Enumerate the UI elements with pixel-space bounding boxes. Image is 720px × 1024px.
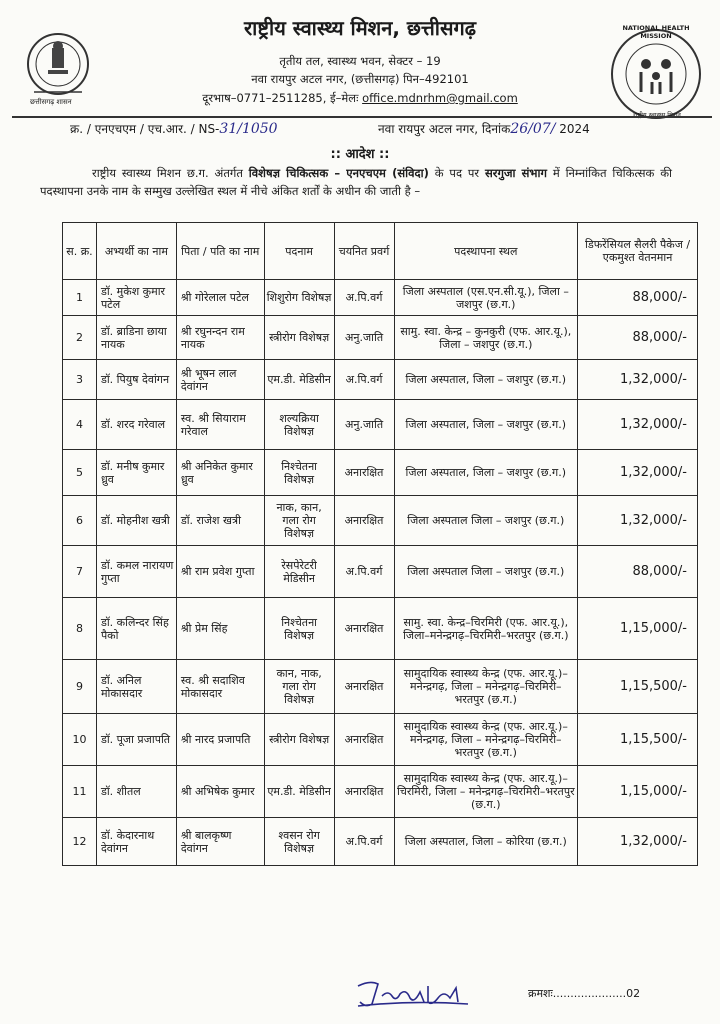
date-year: 2024	[559, 122, 590, 136]
signature	[352, 976, 472, 1010]
cell-salary: 88,000/-	[578, 316, 698, 360]
header-category: चयनित प्रवर्ग	[334, 223, 394, 280]
nhm-logo-text: NATIONAL HEALTH MISSION	[622, 24, 690, 40]
email-link[interactable]: office.mdnrhm@gmail.com	[362, 91, 518, 105]
table-row	[63, 280, 698, 316]
cell-candidate: डॉ. अनिल मोकासदार	[96, 660, 176, 714]
para-part3: में निम्नांकित चिकित्सक की पदस्थापना उनके नाम के सम्मुख उल्लेखित स्थल में नीचे अंकित शर्तों के अधीन की जाती है –	[40, 166, 673, 198]
cell-candidate: डॉ. मोहनीश खत्री	[96, 496, 176, 546]
cell-place: सामु. स्वा. केन्द्र–चिरमिरी (एफ. आर.यू.), जिला–मनेन्द्रगढ़–चिरमिरी–भरतपुर (छ.ग.)	[394, 598, 578, 660]
cell-sno: 9	[63, 660, 97, 714]
reference-handwritten: 31/1050	[219, 121, 278, 137]
cell-sno: 4	[63, 400, 97, 450]
cell-salary: 1,32,000/-	[578, 400, 698, 450]
cell-sno: 8	[63, 598, 97, 660]
nhm-logo-subtext: राष्ट्रीय स्वास्थ्य मिशन	[633, 111, 681, 119]
cell-place: जिला अस्पताल जिला – जशपुर (छ.ग.)	[394, 496, 578, 546]
cell-place: सामुदायिक स्वास्थ्य केन्द्र (एफ. आर.यू.)– मनेन्द्रगढ़, जिला – मनेन्द्रगढ़–चिरमिरी–भरतपुर (छ.ग.)	[394, 714, 578, 766]
cell-father: स्व. श्री सियाराम गरेवाल	[176, 400, 264, 450]
table-header-row	[63, 223, 698, 280]
table-row	[63, 546, 698, 598]
cell-candidate: डॉ. पूजा प्रजापति	[96, 714, 176, 766]
cell-category: अ.पि.वर्ग	[334, 546, 394, 598]
cell-category: अ.पि.वर्ग	[334, 360, 394, 400]
table-row	[63, 496, 698, 546]
address-line-2: नवा रायपुर अटल नगर, (छत्तीसगढ़) पिन–492101	[251, 72, 469, 86]
continuation-marker: क्रमशः.....................02	[528, 987, 641, 1000]
para-part2: के पद पर	[434, 166, 480, 180]
cell-post: निश्चेतना विशेषज्ञ	[264, 598, 334, 660]
nhm-logo	[608, 26, 704, 122]
cell-salary: 1,15,500/-	[578, 714, 698, 766]
date-prefix: नवा रायपुर अटल नगर, दिनांक	[378, 122, 511, 136]
cell-post: श्वसन रोग विशेषज्ञ	[264, 818, 334, 866]
cell-sno: 6	[63, 496, 97, 546]
table-row	[63, 450, 698, 496]
cell-candidate: डॉ. ब्राडिना छाया नायक	[96, 316, 176, 360]
cell-category: अ.पि.वर्ग	[334, 818, 394, 866]
cell-category: अनारक्षित	[334, 714, 394, 766]
reference-date	[378, 120, 590, 137]
cell-sno: 5	[63, 450, 97, 496]
table-row	[63, 360, 698, 400]
cell-father: श्री अनिकेत कुमार ध्रुव	[176, 450, 264, 496]
cell-post: एम.डी. मेडिसीन	[264, 766, 334, 818]
cell-father: श्री बालकृष्ण देवांगन	[176, 818, 264, 866]
posting-table	[62, 222, 698, 866]
cell-sno: 7	[63, 546, 97, 598]
cell-sno: 1	[63, 280, 97, 316]
cell-post: कान, नाक, गला रोग विशेषज्ञ	[264, 660, 334, 714]
cell-salary: 88,000/-	[578, 280, 698, 316]
cell-post: एम.डी. मेडिसीन	[264, 360, 334, 400]
cell-salary: 1,15,000/-	[578, 766, 698, 818]
reference-number	[70, 120, 278, 137]
cell-father: श्री प्रेम सिंह	[176, 598, 264, 660]
cell-salary: 88,000/-	[578, 546, 698, 598]
header-salary: डिफरेंसियल सैलरी पैकेज / एकमुश्त वेतनमान	[578, 223, 698, 280]
cell-post: स्त्रीरोग विशेषज्ञ	[264, 316, 334, 360]
cell-father: श्री भूषन लाल देवांगन	[176, 360, 264, 400]
table-row	[63, 598, 698, 660]
cell-sno: 10	[63, 714, 97, 766]
cell-place: जिला अस्पताल, जिला – जशपुर (छ.ग.)	[394, 360, 578, 400]
cell-candidate: डॉ. कलिन्दर सिंह पैको	[96, 598, 176, 660]
cell-category: अनारक्षित	[334, 766, 394, 818]
table-row	[63, 818, 698, 866]
left-emblem-label: छत्तीसगढ़ शासन	[30, 98, 72, 106]
cell-candidate: डॉ. केदारनाथ देवांगन	[96, 818, 176, 866]
cell-category: अनारक्षित	[334, 450, 394, 496]
cell-place: सामुदायिक स्वास्थ्य केन्द्र (एफ. आर.यू.)– मनेन्द्रगढ़, जिला – मनेन्द्रगढ़–चिरमिरी–भरतपुर (छ.ग.)	[394, 660, 578, 714]
cell-salary: 1,15,500/-	[578, 660, 698, 714]
cell-sno: 12	[63, 818, 97, 866]
cell-place: जिला अस्पताल, जिला – जशपुर (छ.ग.)	[394, 400, 578, 450]
cell-sno: 2	[63, 316, 97, 360]
date-handwritten: 26/07/	[510, 121, 556, 137]
cell-post: शिशुरोग विशेषज्ञ	[264, 280, 334, 316]
table-row	[63, 714, 698, 766]
cell-place: जिला अस्पताल, जिला – कोरिया (छ.ग.)	[394, 818, 578, 866]
cell-salary: 1,32,000/-	[578, 360, 698, 400]
cell-salary: 1,32,000/-	[578, 450, 698, 496]
nhm-logo-icon	[608, 26, 704, 122]
cell-category: अ.पि.वर्ग	[334, 280, 394, 316]
cell-post: रेसपेरेटरी मेडिसीन	[264, 546, 334, 598]
para-part1: राष्ट्रीय स्वास्थ्य मिशन छ.ग. अंतर्गत	[92, 166, 243, 180]
order-title: :: आदेश ::	[330, 147, 390, 162]
cell-salary: 1,32,000/-	[578, 818, 698, 866]
para-post-name: विशेषज्ञ चिकित्सक – एनएचएम (संविदा)	[248, 166, 429, 180]
cell-father: श्री अभिषेक कुमार	[176, 766, 264, 818]
cell-category: अनु.जाति	[334, 400, 394, 450]
reference-prefix: क्र. / एनएचएम / एच.आर. / NS-	[70, 122, 220, 136]
cell-salary: 1,15,000/-	[578, 598, 698, 660]
cell-salary: 1,32,000/-	[578, 496, 698, 546]
cell-place: जिला अस्पताल जिला – जशपुर (छ.ग.)	[394, 546, 578, 598]
organization-title: राष्ट्रीय स्वास्थ्य मिशन, छत्तीसगढ़	[244, 16, 476, 40]
table-row	[63, 660, 698, 714]
order-paragraph	[40, 164, 672, 200]
cell-candidate: डॉ. कमल नारायण गुप्ता	[96, 546, 176, 598]
cell-sno: 11	[63, 766, 97, 818]
cell-category: अनु.जाति	[334, 316, 394, 360]
cell-candidate: डॉ. पियुष देवांगन	[96, 360, 176, 400]
cell-post: शल्यक्रिया विशेषज्ञ	[264, 400, 334, 450]
signature-text: Jagdiel	[352, 976, 356, 977]
table-row	[63, 766, 698, 818]
table-row	[63, 400, 698, 450]
cell-candidate: डॉ. मनीष कुमार ध्रुव	[96, 450, 176, 496]
address-line-1: तृतीय तल, स्वास्थ्य भवन, सेक्टर – 19	[279, 54, 441, 68]
cell-father: डॉ. राजेश खत्री	[176, 496, 264, 546]
cell-post: स्त्रीरोग विशेषज्ञ	[264, 714, 334, 766]
cell-category: अनारक्षित	[334, 598, 394, 660]
header-candidate: अभ्यर्थी का नाम	[96, 223, 176, 280]
header-place: पदस्थापना स्थल	[394, 223, 578, 280]
cell-candidate: डॉ. शीतल	[96, 766, 176, 818]
cell-category: अनारक्षित	[334, 496, 394, 546]
cell-category: अनारक्षित	[334, 660, 394, 714]
cell-father: श्री नारद प्रजापति	[176, 714, 264, 766]
cell-place: सामुदायिक स्वास्थ्य केन्द्र (एफ. आर.यू.)– चिरमिरी, जिला – मनेन्द्रगढ़–चिरमिरी–भरतपुर (छ.ग.)	[394, 766, 578, 818]
phone-text: दूरभाष–0771–2511285, ई–मेलः	[202, 91, 359, 105]
para-division: सरगुजा संभाग	[485, 166, 547, 180]
cell-father: स्व. श्री सदाशिव मोकासदार	[176, 660, 264, 714]
header-divider	[12, 116, 712, 118]
header-post: पदनाम	[264, 223, 334, 280]
cell-candidate: डॉ. मुकेश कुमार पटेल	[96, 280, 176, 316]
cell-place: सामु. स्वा. केन्द्र – कुनकुरी (एफ. आर.यू.), जिला – जशपुर (छ.ग.)	[394, 316, 578, 360]
header-sno: स. क्र.	[63, 223, 97, 280]
cell-candidate: डॉ. शरद गरेवाल	[96, 400, 176, 450]
cell-father: श्री रघुनन्दन राम नायक	[176, 316, 264, 360]
cell-place: जिला अस्पताल, जिला – जशपुर (छ.ग.)	[394, 450, 578, 496]
header-father: पिता / पति का नाम	[176, 223, 264, 280]
table-row	[63, 316, 698, 360]
cell-sno: 3	[63, 360, 97, 400]
cell-father: श्री राम प्रवेश गुप्ता	[176, 546, 264, 598]
cell-post: नाक, कान, गला रोग विशेषज्ञ	[264, 496, 334, 546]
cell-post: निश्चेतना विशेषज्ञ	[264, 450, 334, 496]
cell-place: जिला अस्पताल (एस.एन.सी.यू.), जिला – जशपुर (छ.ग.)	[394, 280, 578, 316]
cell-father: श्री गोरेलाल पटेल	[176, 280, 264, 316]
